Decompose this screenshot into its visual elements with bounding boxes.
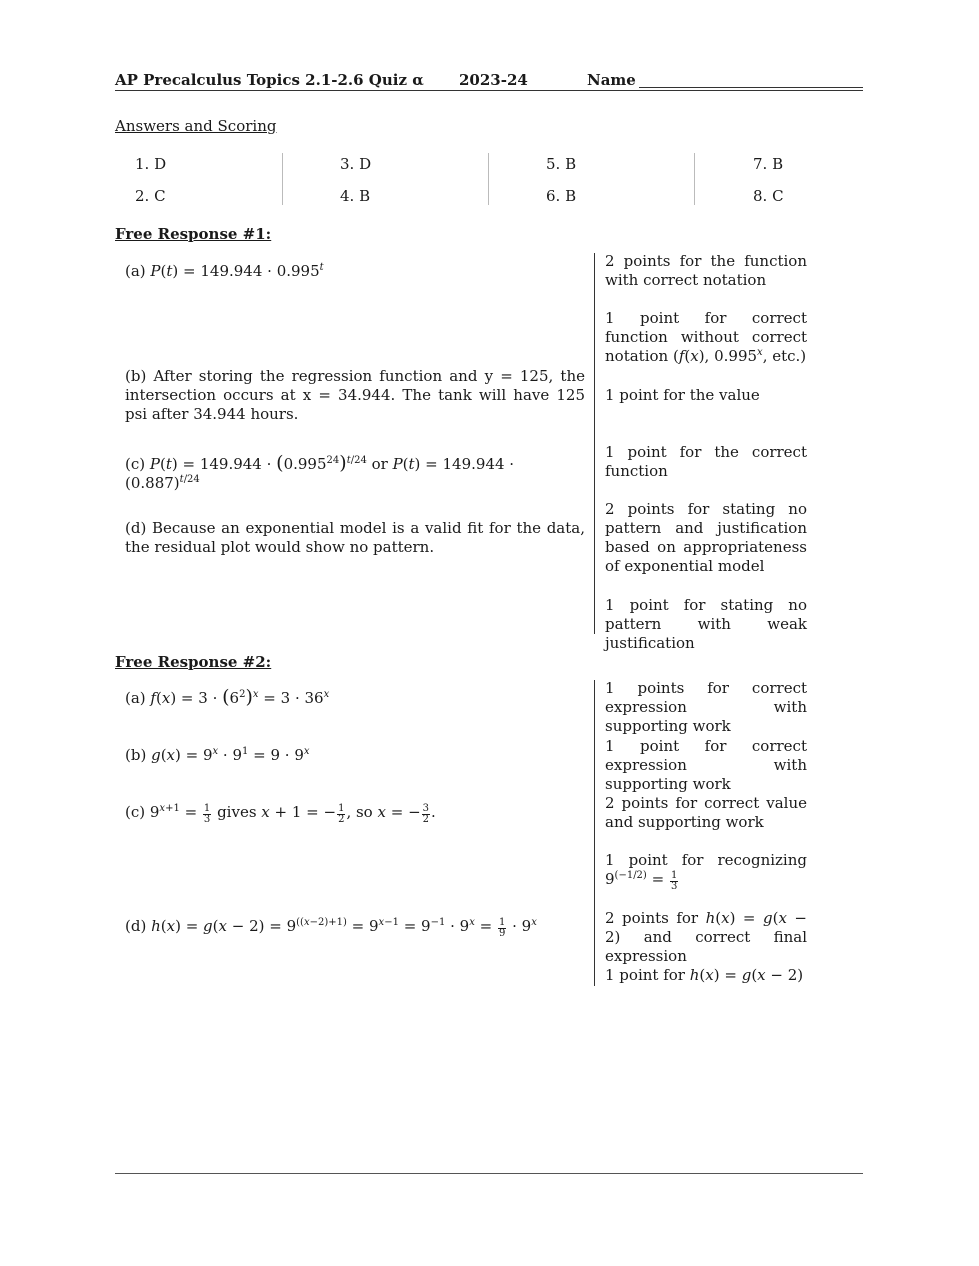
name-field-line: [639, 87, 863, 88]
fr1-score-6: 1 point for stating no pattern with weak justification: [605, 596, 807, 652]
mc-answer: 7. B: [753, 155, 784, 173]
answers-scoring-heading: Answers and Scoring: [115, 117, 277, 135]
mc-answer: 6. B: [546, 187, 577, 205]
header: [115, 70, 863, 92]
fr1-score-3: 1 point for the value: [605, 386, 760, 404]
fr2-part-b: (b) $g(x) = 9^x \cdot 9^1 = 9 \cdot 9^x$: [125, 746, 310, 764]
mc-answer: 8. C: [753, 187, 784, 205]
fr1-score-2: 1 point for correct function without correct notation (f(x), 0.995$^x$, etc.): [605, 309, 807, 365]
fr1-score-1: 2 points for the function with correct notation: [605, 252, 807, 289]
fr1-score-4: 1 point for the correct function: [605, 443, 807, 480]
mc-column-divider: [488, 153, 489, 205]
fr2-score-1: 1 points for correct expression with supporting work: [605, 679, 807, 735]
school-year: 2023-24: [459, 71, 528, 89]
fr2-score-3: 2 points for correct value and supporting work: [605, 794, 807, 831]
mc-answer: 4. B: [340, 187, 371, 205]
fr2-score-2: 1 point for correct expression with supporting work: [605, 737, 807, 793]
free-response-2-title: Free Response #2:: [115, 653, 272, 671]
free-response-1-title: Free Response #1:: [115, 225, 272, 243]
mc-answer: 5. B: [546, 155, 577, 173]
header-rule: [115, 90, 863, 91]
fr1-divider: [594, 253, 595, 634]
fr2-divider: [594, 680, 595, 986]
fr2-part-c: (c) $9^{x+1}$ = $\frac{1}{3}$ gives x + 1 = − $\frac{1}{2}$ , so x = − $\frac{3}{2}$ .: [125, 802, 436, 825]
fr1-part-b: (b) After storing the regression function and y = 125, the intersection occurs at x = 34.944. The tank will have 125 psi after 34.944 hours.: [125, 367, 585, 423]
fr1-score-5: 2 points for stating no pattern and justification based on appropriateness of exponential model: [605, 500, 807, 575]
fr2-part-a: (a) $f(x) = 3 \cdot (6^2)^x = 3 \cdot 36^x$: [125, 686, 330, 708]
mc-column-divider: [282, 153, 283, 205]
quiz-title: AP Precalculus Topics 2.1-2.6 Quiz α: [115, 71, 424, 89]
fr2-score-6: 1 point for h(x) = g(x − 2): [605, 966, 804, 984]
fr1-part-d: (d) Because an exponential model is a valid fit for the data, the residual plot would show no pattern.: [125, 519, 585, 556]
fr1-part-a: (a) $P(t) = 149.944 \cdot 0.995^t$: [125, 262, 324, 280]
page: [115, 0, 863, 1266]
mc-answer: 3. D: [340, 155, 372, 173]
fr2-part-d: (d) $h(x) = g(x - 2) = 9^{((x-2)+1)} = 9^{x-1} = 9^{-1} \cdot 9^x$ = $\frac{1}{9}$ · $9^x$: [125, 916, 537, 939]
fr2-score-5: 2 points for h(x) = g(x − 2) and correct final expression: [605, 909, 807, 965]
footer-rule: [115, 1173, 863, 1174]
name-label: Name: [587, 71, 636, 89]
fr2-score-4: 1 point for recognizing $9^{(-1/2)}$ = $\frac{1}{3}$: [605, 851, 807, 892]
fr1-part-c: (c) $P(t) = 149.944 \cdot (0.995^{24})^{t/24}$ or $P(t) = 149.944 \cdot (0.887)^{t/24}$: [125, 452, 515, 492]
mc-answer: 1. D: [135, 155, 167, 173]
mc-answer: 2. C: [135, 187, 166, 205]
mc-column-divider: [694, 153, 695, 205]
